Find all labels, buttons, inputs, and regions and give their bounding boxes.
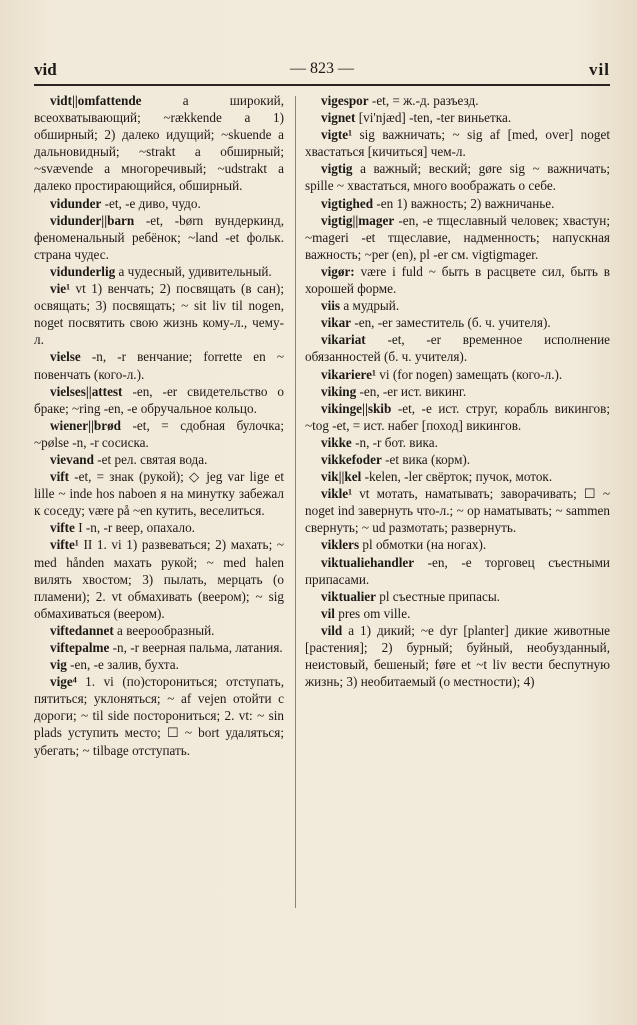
entry: vig -en, -e залив, бухта.: [50, 657, 179, 673]
entry: viklers pl обмотки (на ногах).: [321, 537, 487, 553]
entry: vie¹ vt 1) венчать; 2) посвящать (в сан); освящать; 3) посвящать; ~ sit liv til nogen, noget посвятить свою жизнь кому-л., чему-л.: [34, 281, 284, 348]
entry: wiener||brød -et, = сдобная булочка; ~pølse -n, -r сосиска.: [34, 417, 284, 450]
entry-headword: vidunder: [50, 195, 102, 211]
entry-headword: wiener||brød: [50, 417, 122, 433]
entry-headword: vigtig: [321, 161, 353, 177]
entry: vidunderlig a чудесный, удивительный.: [50, 263, 272, 279]
entry-headword: vig: [50, 657, 67, 673]
entry: vidunder -et, -e диво, чудо.: [50, 195, 201, 211]
entry: vik||kel -kelen, -ler свёрток; пучок, моток.: [321, 469, 553, 485]
entry-headword: vidunderlig: [50, 263, 116, 279]
entry-headword: viklers: [321, 537, 360, 553]
entry-headword: viftedannet: [50, 622, 114, 638]
entry: vige⁴ 1. vi (по)сторониться; отступать, пятиться; уклоняться; ~ af vejen отойти с дороги; ~ til side посторониться; 2. vt: ~ sin plads уступить место; ☐ ~ bort удаляться; убегать; ~ tilbage отступать.: [34, 674, 284, 758]
entry: vielses||attest -en, -er свидетельство о браке; ~ring -en, -e обручальное кольцо.: [34, 383, 284, 416]
entry: vigtig a важный; веский; gøre sig ~ важничать; spille ~ хвастаться, много воображать о себе.: [305, 161, 610, 194]
entry: viftedannet a веерообразный.: [50, 622, 215, 638]
entry-headword: viftepalme: [50, 640, 110, 655]
right-column: [305, 92, 610, 690]
entry: viis a мудрый.: [321, 298, 400, 314]
entry-headword: vift: [50, 469, 70, 485]
entry-headword: vigespor: [321, 93, 369, 108]
entry-headword: vigør:: [321, 263, 355, 279]
entry: viktualiehandler -en, -e торговец съестными припасами.: [305, 554, 610, 587]
entry-headword: vikariere¹: [321, 366, 376, 382]
entry-headword: vifte: [50, 520, 75, 536]
entry: vikle¹ vt мотать, наматывать; заворачивать; ☐ ~ noget ind завернуть что-л.; ~ op наматывать; ~ sammen свернуть; ~ ud размотать; развернуть.: [305, 486, 610, 536]
entry-headword: vikar: [321, 315, 352, 331]
entry: viking -en, -er ист. викинг.: [321, 383, 467, 399]
entry-headword: vikinge||skib: [321, 400, 392, 416]
entry-headword: vik||kel: [321, 469, 362, 485]
right-guide-word: vil: [589, 60, 610, 79]
entry: vidunder||barn -et, -børn вундеркинд, феноменальный ребёнок; ~land -et фольк. страна чудес.: [34, 212, 284, 262]
entry: vikariere¹ vi (for nogen) замещать (кого-л.).: [321, 366, 563, 382]
entry: vigør: være i fuld ~ быть в расцвете сил, быть в хорошей форме.: [305, 263, 610, 297]
entry: vigte¹ sig важничать; ~ sig af [med, over] noget хвастаться [кичиться] чем-л.: [305, 127, 610, 160]
entry-headword: vidt||omfattende: [50, 93, 142, 108]
entry: vievand -et рел. святая вода.: [50, 451, 208, 467]
entry: vigtighed -en 1) важность; 2) важничанье.: [321, 195, 555, 211]
entry-headword: viking: [321, 383, 357, 399]
entry-headword: vigtighed: [321, 195, 374, 211]
entry: vikke -n, -r бот. вика.: [321, 434, 438, 450]
entry-headword: vidunder||barn: [50, 212, 135, 228]
entry: vifte¹ II 1. vi 1) развеваться; 2) махать; ~ med hånden махать рукой; ~ med halen вилять хвостом; 3) пылать, мерцать (о пламени); 2. vt обмахивать (веером); ~ sig обмахиваться (веером).: [34, 537, 284, 621]
entry-headword: vifte¹: [50, 537, 79, 553]
entry-headword: vigtig||mager: [321, 212, 395, 228]
entry-headword: viktualiehandler: [321, 554, 415, 570]
entry: vikinge||skib -et, -e ист. струг, корабль викингов; ~tog -et, = ист. набег [поход] викингов.: [305, 400, 610, 433]
entry-headword: vige⁴: [50, 674, 77, 690]
page-number: — 823 —: [290, 60, 354, 77]
page-header: [34, 60, 610, 84]
entry: vil pres om ville.: [321, 605, 411, 621]
entry-headword: vignet: [321, 110, 356, 126]
entry: vikariat -et, -er временное исполнение обязанностей (б. ч. учителя).: [305, 332, 610, 365]
entry-headword: vie¹: [50, 281, 71, 297]
entry-headword: vikle¹: [321, 486, 353, 502]
entry: vidt||omfattende a широкий, всеохватывающий; ~rækkende a 1) обширный; 2) далеко идущий; ~skuende a дальновидный; ~strakt a обширный; ~svævende a многоречивый; ~udstrakt a далеко простирающийся, обширный.: [34, 93, 284, 194]
entry-headword: vielses||attest: [50, 383, 123, 399]
entry-headword: vievand: [50, 451, 94, 467]
left-guide-word: vid: [34, 60, 57, 79]
header-rule: [34, 84, 610, 86]
entry: viktualier pl съестные припасы.: [321, 588, 500, 604]
left-column: [34, 92, 284, 759]
entry: viftepalme -n, -r веерная пальма, латания.: [50, 640, 283, 655]
entry-headword: vild: [321, 622, 343, 638]
entry: vikkefoder -et вика (корм).: [321, 451, 471, 467]
entry-headword: vikkefoder: [321, 451, 382, 467]
entry: vikar -en, -er заместитель (б. ч. учителя).: [321, 315, 551, 331]
entry-headword: vikariat: [321, 332, 366, 348]
entry: vignet [vi'njæd] -ten, -ter виньетка.: [321, 110, 512, 126]
entry-headword: vigte¹: [321, 127, 353, 143]
entry: vifte I -n, -r веер, опахало.: [50, 520, 195, 536]
entry-headword: vil: [321, 605, 335, 621]
entry: vielse -n, -r венчание; forrette en ~ повенчать (кого-л.).: [34, 349, 284, 382]
entry: vigtig||mager -en, -e тщеславный человек; хвастун; ~mageri -et тщеславие, надменность; напускная важность; ~per (en), pl -er см. vigtigmager.: [305, 212, 610, 262]
entry-headword: viktualier: [321, 588, 376, 604]
entry-headword: vielse: [50, 349, 81, 365]
entry: vigespor -et, = ж.-д. разъезд.: [321, 93, 479, 108]
entry-headword: viis: [321, 298, 341, 314]
entry-headword: vikke: [321, 434, 352, 450]
column-divider: [295, 96, 296, 908]
entry: vild a 1) дикий; ~e dyr [planter] дикие животные [растения]; 2) бурный; буйный, необузданный, неистовый, бешеный; føre et ~t liv вести беспутную жизнь; 3) необитаемый (о местности); 4): [305, 622, 610, 690]
entry: vift -et, = знак (рукой); ◇ jeg var lige et lille ~ inde hos naboen я на минутку забежал к соседу; være på ~en кутить, веселиться.: [34, 469, 284, 519]
